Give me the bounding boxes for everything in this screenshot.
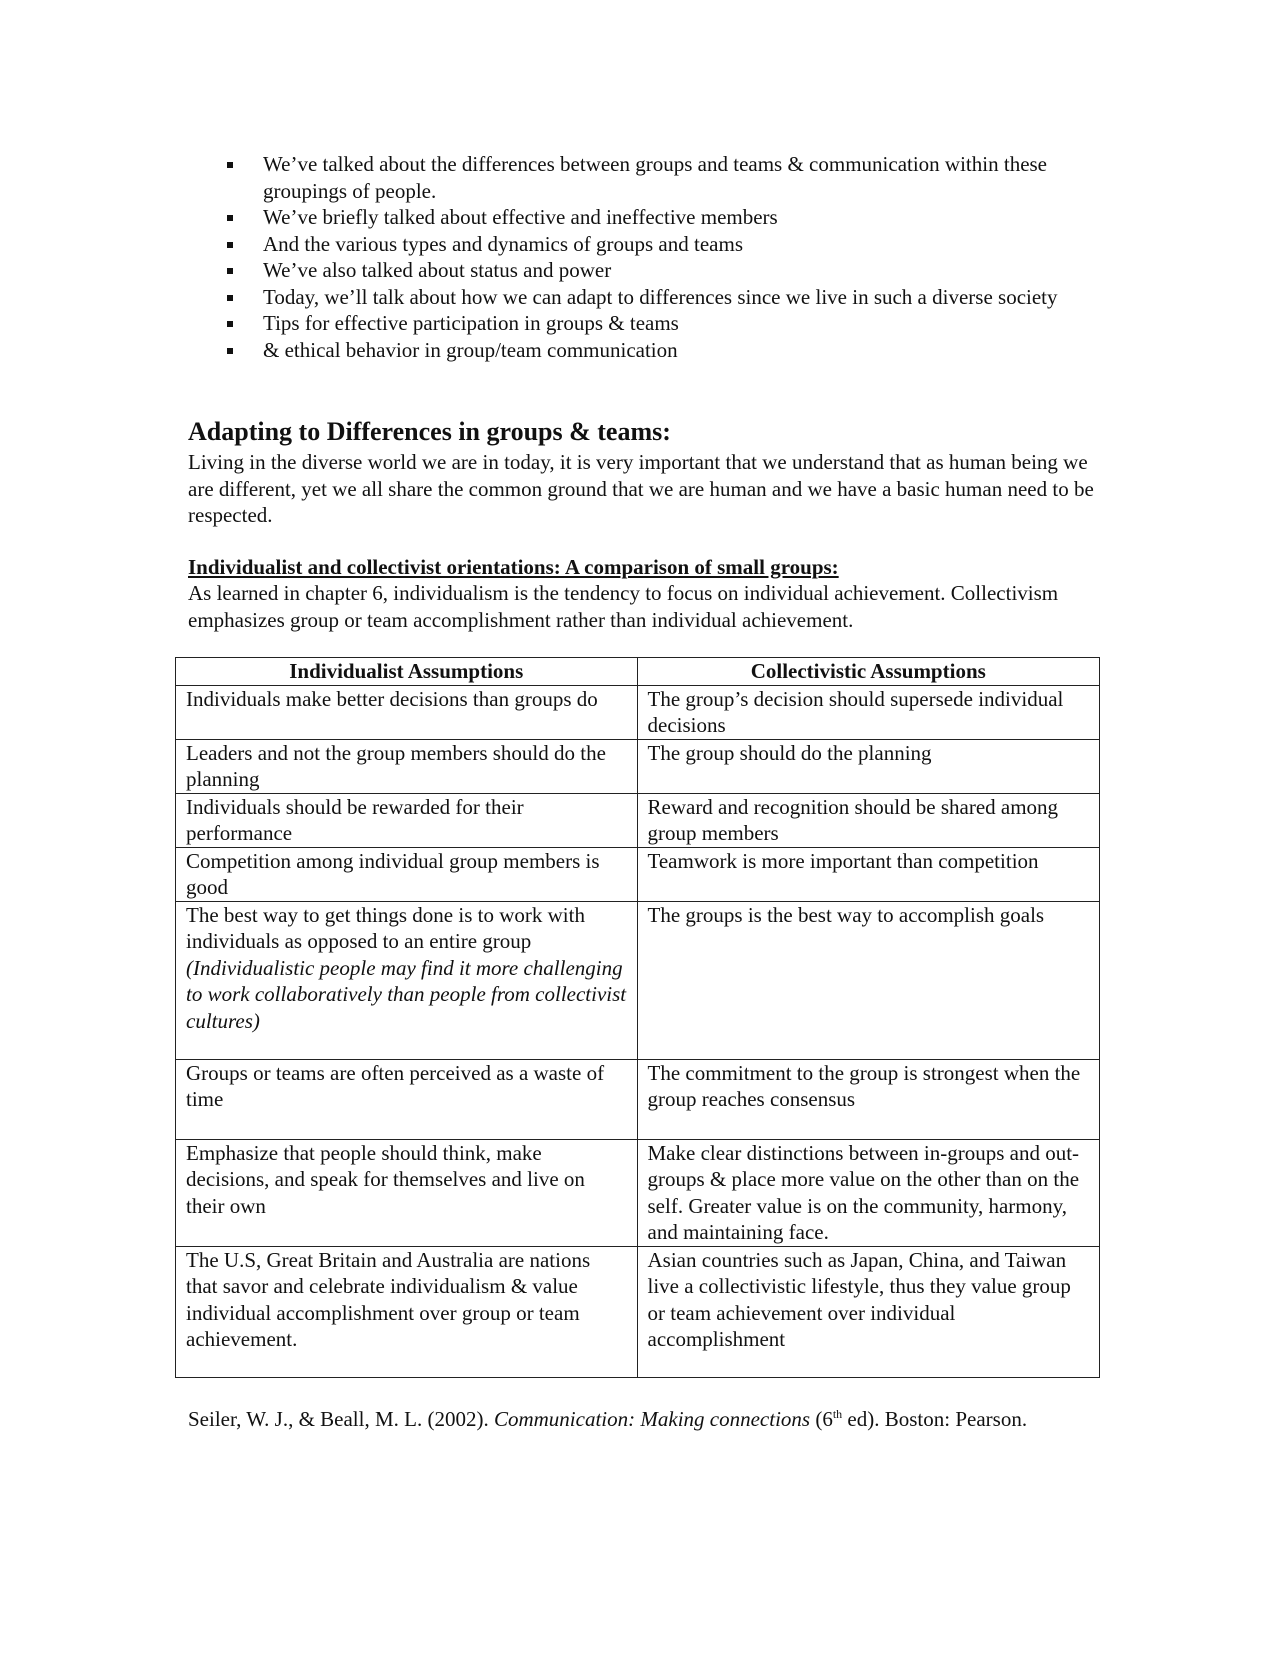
bullet-item: Tips for effective participation in groups & teams bbox=[224, 310, 1084, 337]
column-header-individualist: Individualist Assumptions bbox=[176, 658, 638, 686]
table-header-row bbox=[176, 658, 1100, 686]
individualist-cell-note: (Individualistic people may find it more challenging to work collaboratively than people from collectivist cultures) bbox=[186, 955, 627, 1033]
table-row bbox=[176, 1139, 1100, 1246]
collectivistic-cell: The group should do the planning bbox=[637, 739, 1100, 793]
square-bullet-icon bbox=[227, 348, 233, 354]
collectivistic-cell: Teamwork is more important than competition bbox=[637, 847, 1100, 901]
collectivistic-cell: The commitment to the group is strongest when the group reaches consensus bbox=[637, 1059, 1100, 1139]
individualist-cell: Competition among individual group members is good bbox=[176, 847, 638, 901]
collectivistic-cell: Reward and recognition should be shared among group members bbox=[637, 793, 1100, 847]
collectivistic-cell: The group’s decision should supersede individual decisions bbox=[637, 685, 1100, 739]
citation-publisher: ed). Boston: Pearson. bbox=[842, 1407, 1028, 1431]
individualist-cell: The U.S, Great Britain and Australia are nations that savor and celebrate individualism & value individual accomplishment over group or team achievement. bbox=[176, 1246, 638, 1377]
individualist-cell: Individuals make better decisions than groups do bbox=[176, 685, 638, 739]
bullet-item: Today, we’ll talk about how we can adapt to differences since we live in such a diverse society bbox=[224, 284, 1084, 311]
collectivistic-cell: Make clear distinctions between in-groups and out-groups & place more value on the other than on the self. Greater value is on the community, harmony, and maintaining face. bbox=[637, 1139, 1100, 1246]
subsection-heading: Individualist and collectivist orientations: A comparison of small groups: bbox=[188, 555, 839, 579]
square-bullet-icon bbox=[227, 268, 233, 274]
bullet-item: We’ve also talked about status and power bbox=[224, 257, 1084, 284]
citation-edition: (6 bbox=[810, 1407, 833, 1431]
individualist-cell: Individuals should be rewarded for their performance bbox=[176, 793, 638, 847]
table-row bbox=[176, 739, 1100, 793]
section-heading: Adapting to Differences in groups & teams: bbox=[188, 417, 671, 446]
bullet-item: We’ve talked about the differences between groups and teams & communication within these groupings of people. bbox=[224, 151, 1084, 204]
table-row bbox=[176, 1059, 1100, 1139]
collectivistic-cell: The groups is the best way to accomplish goals bbox=[637, 901, 1100, 1059]
table-row bbox=[176, 793, 1100, 847]
bullet-item: We’ve briefly talked about effective and ineffective members bbox=[224, 204, 1084, 231]
square-bullet-icon bbox=[227, 321, 233, 327]
subsection-paragraph: As learned in chapter 6, individualism is the tendency to focus on individual achievement. Collectivism emphasizes group or team accomplishment rather than individual achievement. bbox=[188, 581, 1059, 632]
table-row bbox=[176, 685, 1100, 739]
comparison-table bbox=[175, 657, 1100, 1378]
citation-authors: Seiler, W. J., & Beall, M. L. (2002). bbox=[188, 1407, 494, 1431]
bullet-item: & ethical behavior in group/team communication bbox=[224, 337, 1084, 364]
square-bullet-icon bbox=[227, 295, 233, 301]
individualist-cell bbox=[176, 901, 638, 1059]
bullet-item: And the various types and dynamics of groups and teams bbox=[224, 231, 1084, 258]
section-intro-paragraph: Living in the diverse world we are in today, it is very important that we understand that as human being we are different, yet we all share the common ground that we are human and we have a basic human need to be respected. bbox=[188, 450, 1094, 527]
square-bullet-icon bbox=[227, 215, 233, 221]
collectivistic-cell: Asian countries such as Japan, China, and Taiwan live a collectivistic lifestyle, thus they value group or team achievement over individual accomplishment bbox=[637, 1246, 1100, 1377]
summary-bullet-list bbox=[224, 151, 1084, 363]
reference-citation bbox=[188, 1406, 1088, 1433]
table-row bbox=[176, 847, 1100, 901]
individualist-cell: Emphasize that people should think, make decisions, and speak for themselves and live on their own bbox=[176, 1139, 638, 1246]
individualist-cell: Groups or teams are often perceived as a waste of time bbox=[176, 1059, 638, 1139]
citation-title: Communication: Making connections bbox=[493, 1407, 811, 1431]
square-bullet-icon bbox=[227, 242, 233, 248]
table-row bbox=[176, 1246, 1100, 1377]
citation-edition-suffix: th bbox=[832, 1407, 843, 1421]
column-header-collectivistic: Collectivistic Assumptions bbox=[637, 658, 1100, 686]
individualist-cell-text: The best way to get things done is to work with individuals as opposed to an entire group bbox=[186, 902, 585, 953]
square-bullet-icon bbox=[227, 162, 233, 168]
individualist-cell: Leaders and not the group members should do the planning bbox=[176, 739, 638, 793]
table-row bbox=[176, 901, 1100, 1059]
